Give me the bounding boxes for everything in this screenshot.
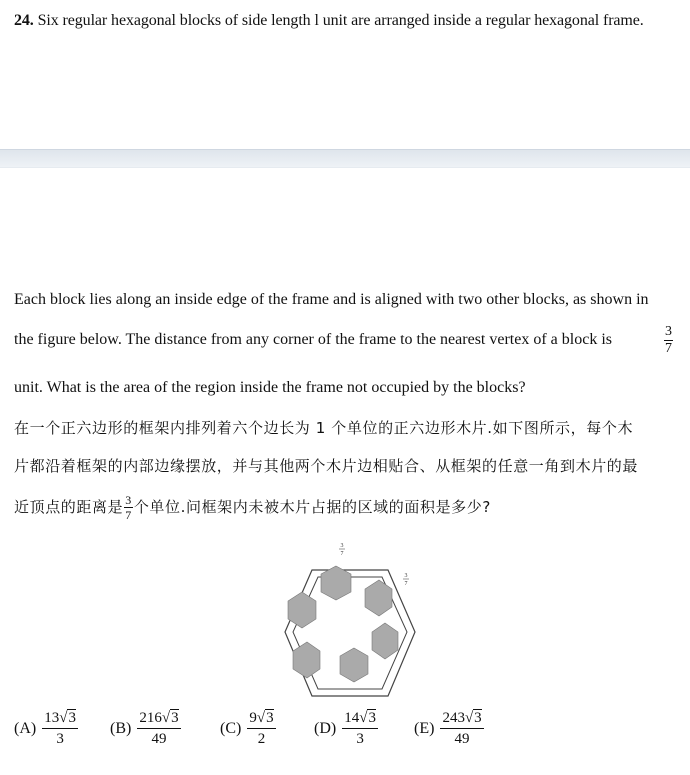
choice-c[interactable] [220, 711, 276, 747]
choice-denominator: 49 [454, 731, 470, 747]
choice-value [342, 711, 378, 747]
question-title-text: Six regular hexagonal blocks of side length l unit are arranged inside a regular hexagonal frame. [33, 12, 644, 29]
choice-denominator: 49 [151, 731, 167, 747]
choice-value [137, 711, 180, 747]
hexagon-block [372, 623, 398, 659]
choice-coefficient: 216 [139, 710, 162, 726]
hexagon-block [288, 592, 316, 628]
choice-label: (A) [14, 720, 37, 737]
page-divider [0, 149, 690, 168]
figure-label-right-num: 3 [404, 573, 408, 579]
choice-value [440, 711, 483, 747]
hexagon-block [321, 566, 351, 600]
choice-denominator: 2 [257, 731, 266, 747]
choice-value [42, 711, 78, 747]
english-line-3: unit. What is the area of the region inside the frame not occupied by the blocks? [14, 379, 526, 396]
fraction-denominator: 7 [125, 508, 132, 522]
chinese-line-1: 在一个正六边形的框架内排列着六个边长为 1 个单位的正六边形木片.如下图所示，每个木 [14, 419, 634, 437]
figure-label-top-num: 3 [340, 543, 344, 549]
choice-label: (B) [110, 720, 132, 737]
sqrt-icon: √ [161, 710, 171, 726]
figure-label-right-den: 7 [404, 581, 408, 587]
chinese-line-3 [14, 494, 491, 521]
fraction-numerator: 3 [665, 324, 672, 339]
choice-radicand: 3 [171, 710, 179, 726]
choice-coefficient: 13 [44, 710, 60, 726]
hexagon-frame-figure [280, 540, 420, 700]
sqrt-icon: √ [59, 710, 68, 726]
choice-label: (E) [414, 720, 435, 737]
chinese-line-3-end: 个单位.问框架内未被木片占据的区域的面积是多少? [133, 498, 491, 516]
choice-e[interactable] [414, 711, 484, 747]
choice-radicand: 3 [368, 710, 376, 726]
hexagon-block [293, 642, 320, 678]
english-line-1: Each block lies along an inside edge of the frame and is aligned with two other blocks, as shown in [14, 291, 649, 308]
choice-label: (D) [314, 720, 337, 737]
choice-d[interactable] [314, 711, 378, 747]
choice-radicand: 3 [474, 710, 482, 726]
choice-radicand: 3 [68, 710, 76, 726]
chinese-distance-fraction [124, 494, 133, 521]
choice-coefficient: 243 [442, 710, 465, 726]
choice-coefficient: 9 [249, 710, 257, 726]
sqrt-icon: √ [464, 710, 474, 726]
choice-b[interactable] [110, 711, 181, 747]
choice-denominator: 3 [56, 731, 64, 747]
sqrt-icon: √ [256, 710, 266, 726]
choice-radicand: 3 [266, 710, 274, 726]
hexagon-blocks [288, 566, 398, 682]
hexagon-block [365, 580, 392, 616]
fraction-numerator: 3 [125, 493, 132, 507]
question-title [14, 12, 644, 30]
fraction-denominator: 7 [665, 341, 672, 356]
choice-denominator: 3 [356, 731, 364, 747]
choice-coefficient: 14 [344, 710, 360, 726]
chinese-line-3-start: 近顶点的距离是 [14, 498, 124, 516]
figure-label-top-den: 7 [340, 551, 344, 557]
question-number: 24. [14, 12, 34, 29]
choice-value [247, 711, 275, 747]
answer-choices [14, 711, 684, 761]
distance-fraction [664, 325, 673, 356]
english-line-2: the figure below. The distance from any corner of the frame to the nearest vertex of a block is [14, 331, 612, 348]
choice-a[interactable] [14, 711, 78, 747]
choice-label: (C) [220, 720, 242, 737]
hexagon-block [340, 648, 368, 682]
chinese-line-2: 片都沿着框架的内部边缘摆放，并与其他两个木片边相贴合、从框架的任意一角到木片的最 [14, 457, 639, 475]
sqrt-icon: √ [359, 710, 368, 726]
